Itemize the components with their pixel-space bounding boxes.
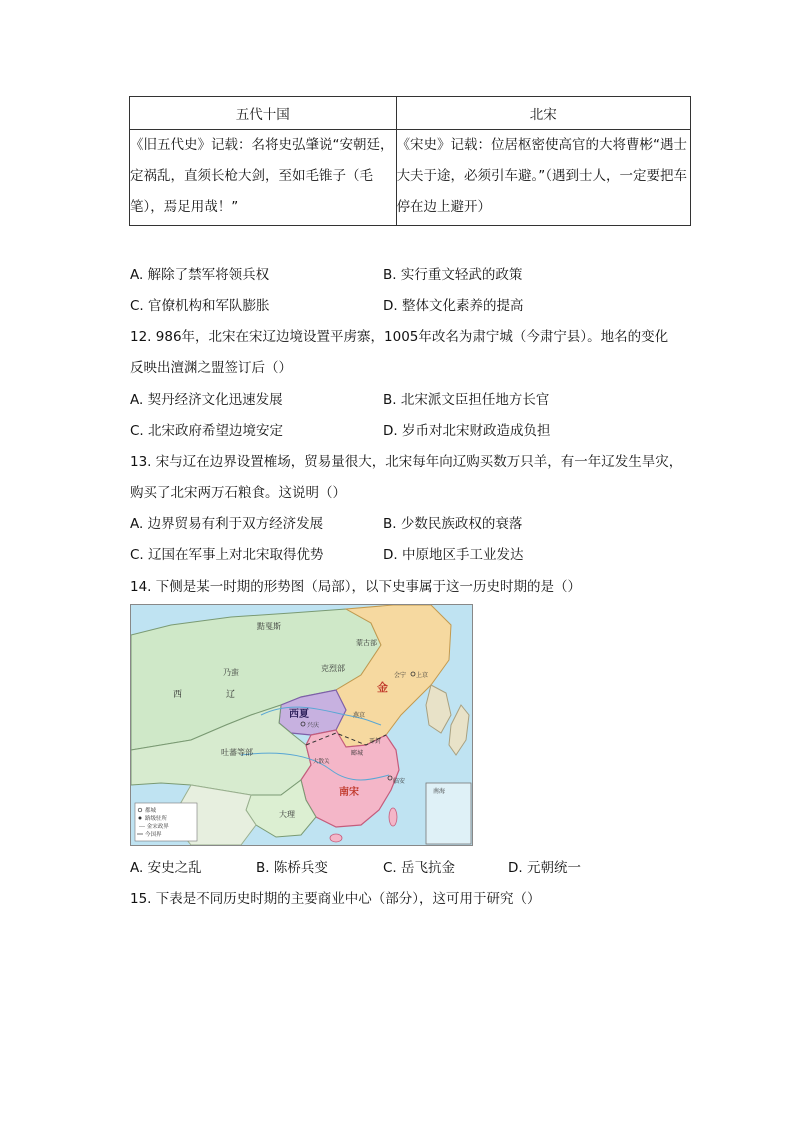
q12-stem-line2: 反映出澶渊之盟签订后（）	[130, 360, 292, 376]
q12-option-c[interactable]: C. 北宋政府希望边境安定	[130, 423, 284, 439]
label-yanjing: 燕京	[353, 712, 366, 719]
q13-option-a[interactable]: A. 边界贸易有利于双方经济发展	[130, 516, 324, 532]
table-header-wudai: 五代十国	[130, 97, 397, 130]
label-xia: 西夏	[289, 709, 309, 720]
q14-option-d[interactable]: D. 元朝统一	[508, 860, 581, 876]
label-xiajiasi: 黠戛斯	[257, 622, 281, 631]
q15-stem: 15. 下表是不同历史时期的主要商业中心（部分），这可用于研究（）	[130, 891, 541, 907]
historical-map	[130, 604, 473, 846]
legend-modern: 今国界	[145, 832, 162, 838]
table-cell-beisong: 《宋史》记载：位居枢密使高官的大将曹彬“遇士大夫于途，必须引车避。”（遇到士人，一定要把车停在边上避开）	[396, 130, 690, 226]
map-svg	[131, 605, 472, 845]
q14-option-a[interactable]: A. 安史之乱	[130, 860, 202, 876]
label-mengwu: 蒙古部	[356, 639, 377, 647]
q12-option-a[interactable]: A. 契丹经济文化迅速发展	[130, 392, 283, 408]
label-song: 南宋	[339, 787, 359, 798]
legend-route-marker	[139, 817, 142, 820]
q11-option-b[interactable]: B. 实行重文轻武的政策	[383, 267, 523, 283]
q13-option-c[interactable]: C. 辽国在军事上对北宋取得优势	[130, 547, 324, 563]
label-huining: 会宁	[394, 672, 407, 679]
taiwan-island	[389, 808, 397, 826]
q11-option-c[interactable]: C. 官僚机构和军队膨胀	[130, 298, 270, 314]
label-kaifeng: 开封	[369, 738, 382, 745]
table-header-beisong: 北宋	[396, 97, 690, 130]
inset-label: 南海	[433, 788, 446, 795]
q12-stem-line1: 12. 986年，北宋在宋辽边境设置平虏寨，1005年改名为肃宁城（今肃宁县）。地名的变化	[130, 329, 669, 345]
label-dasan: 大散关	[313, 759, 330, 765]
hainan-island	[330, 834, 342, 842]
q13-option-b[interactable]: B. 少数民族政权的衰落	[383, 516, 523, 532]
legend-capital: 都城	[145, 808, 157, 814]
q13-stem-line1: 13. 宋与辽在边界设置榷场，贸易量很大，北宋每年向辽购买数万只羊，有一年辽发生旱灾，	[130, 454, 683, 470]
label-tubo: 吐蕃等部	[221, 748, 253, 757]
q14-stem: 14. 下侧是某一时期的形势图（局部），以下史事属于这一历史时期的是（）	[130, 579, 582, 595]
label-jin: 金	[377, 681, 388, 694]
label-shangjing: 上京	[416, 672, 429, 679]
label-dali: 大理	[279, 810, 295, 819]
label-kelie: 克烈部	[321, 664, 345, 673]
q14-option-b[interactable]: B. 陈桥兵变	[256, 860, 328, 876]
q12-option-b[interactable]: B. 北宋派文臣担任地方长官	[383, 392, 550, 408]
label-linan: 临安	[393, 778, 406, 785]
label-xi: 西	[173, 690, 183, 700]
q14-option-c[interactable]: C. 岳飞抗金	[383, 860, 456, 876]
legend-route: 路级驻所	[145, 816, 168, 822]
legend-boundary: --- 金宋政界	[139, 824, 169, 830]
q11-option-a[interactable]: A. 解除了禁军将领兵权	[130, 267, 270, 283]
comparison-table	[129, 96, 691, 226]
label-yecheng: 郾城	[351, 750, 364, 757]
label-naiman: 乃蛮	[223, 668, 239, 677]
q13-option-d[interactable]: D. 中原地区手工业发达	[383, 547, 524, 563]
label-liao: 辽	[226, 690, 236, 700]
q11-option-d[interactable]: D. 整体文化素养的提高	[383, 298, 524, 314]
q12-option-d[interactable]: D. 岁币对北宋财政造成负担	[383, 423, 551, 439]
table-cell-wudai: 《旧五代史》记载：名将史弘肇说“安朝廷，定祸乱，直须长枪大剑，至如毛锥子（毛笔），焉足用哉！”	[130, 130, 397, 226]
label-xingqing: 兴庆	[307, 722, 320, 729]
q13-stem-line2: 购买了北宋两万石粮食。这说明（）	[130, 485, 346, 501]
